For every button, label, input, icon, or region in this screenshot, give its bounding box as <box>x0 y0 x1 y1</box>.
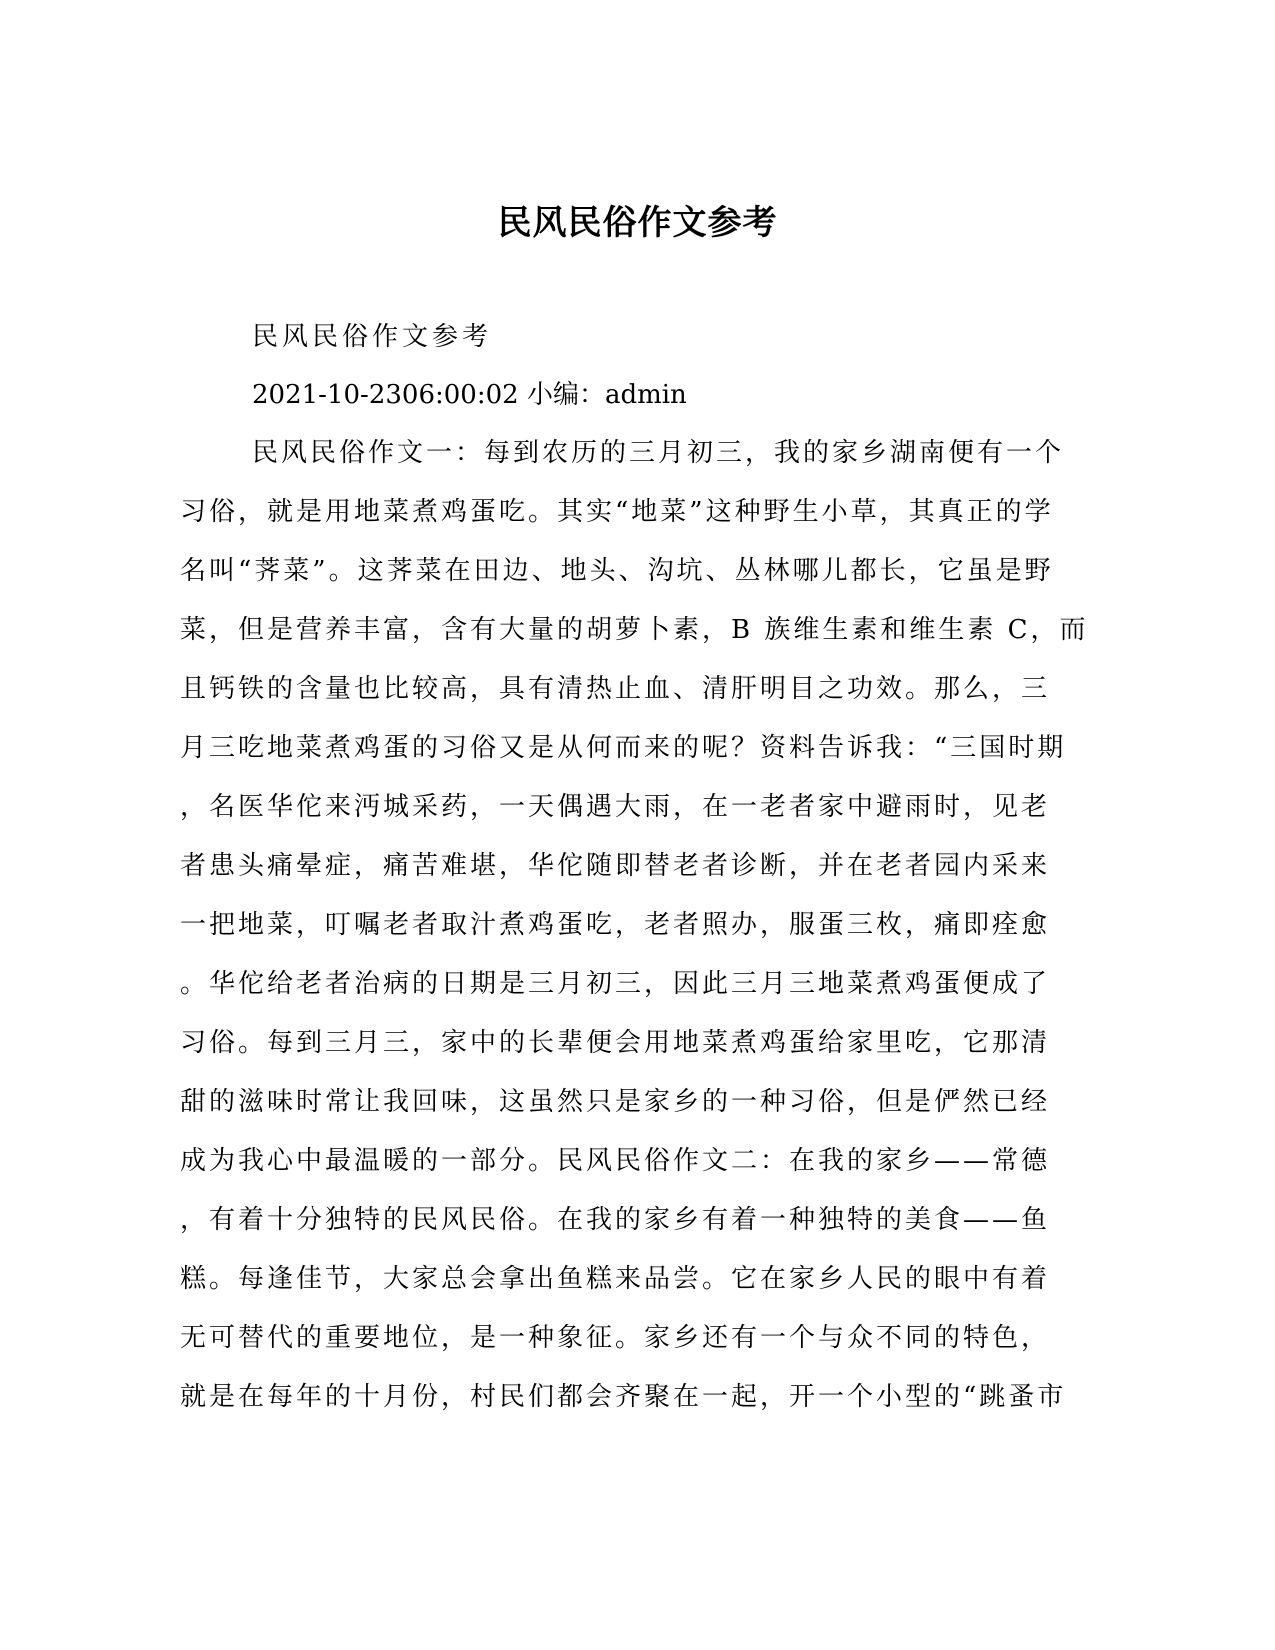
body-line: 糕。每逢佳节，大家总会拿出鱼糕来品尝。它在家乡人民的眼中有着 <box>180 1264 1051 1294</box>
body-line: 习俗，就是用地菜煮鸡蛋吃。其实“地菜”这种野生小草，其真正的学 <box>180 497 1054 527</box>
body-line: 。华佗给老者治病的日期是三月初三，因此三月三地菜煮鸡蛋便成了 <box>180 969 1051 999</box>
body-paragraph <box>180 436 1089 1439</box>
body-line: 名叫“荠菜”。这荠菜在田边、地头、沟坑、丛林哪儿都长，它虽是野 <box>180 556 1054 586</box>
body-line: 月三吃地菜煮鸡蛋的习俗又是从何而来的呢？资料告诉我：“三国时期 <box>180 733 1067 763</box>
date-author-line: 2021-10-2306:00:02 小编：admin <box>252 380 687 410</box>
body-line: 者患头痛晕症，痛苦难堪，华佗随即替老者诊断，并在老者园内采来 <box>180 851 1051 881</box>
body-line: 无可替代的重要地位，是一种象征。家乡还有一个与众不同的特色， <box>180 1323 1051 1353</box>
body-line: 成为我心中最温暖的一部分。民风民俗作文二：在我的家乡——常德 <box>180 1146 1051 1176</box>
body-line: 且钙铁的含量也比较高，具有清热止血、清肝明目之功效。那么，三 <box>180 674 1051 704</box>
body-line: 甜的滋味时常让我回味，这虽然只是家乡的一种习俗，但是俨然已经 <box>180 1087 1051 1117</box>
body-line: 就是在每年的十月份，村民们都会齐聚在一起，开一个小型的“跳蚤市 <box>180 1382 1067 1412</box>
document-subtitle: 民风民俗作文参考 <box>252 322 493 352</box>
body-line: ，有着十分独特的民风民俗。在我的家乡有着一种独特的美食——鱼 <box>180 1205 1051 1235</box>
document-title: 民风民俗作文参考 <box>497 203 778 243</box>
body-line: 民风民俗作文一：每到农历的三月初三，我的家乡湖南便有一个 <box>252 438 1065 468</box>
body-line: 一把地菜，叮嘱老者取汁煮鸡蛋吃，老者照办，服蛋三枚，痛即痊愈 <box>180 910 1051 940</box>
body-line: 习俗。每到三月三，家中的长辈便会用地菜煮鸡蛋给家里吃，它那清 <box>180 1028 1051 1058</box>
body-line: ，名医华佗来沔城采药，一天偶遇大雨，在一老者家中避雨时，见老 <box>180 792 1051 822</box>
body-line: 菜，但是营养丰富，含有大量的胡萝卜素，B 族维生素和维生素 C，而 <box>180 615 1089 645</box>
